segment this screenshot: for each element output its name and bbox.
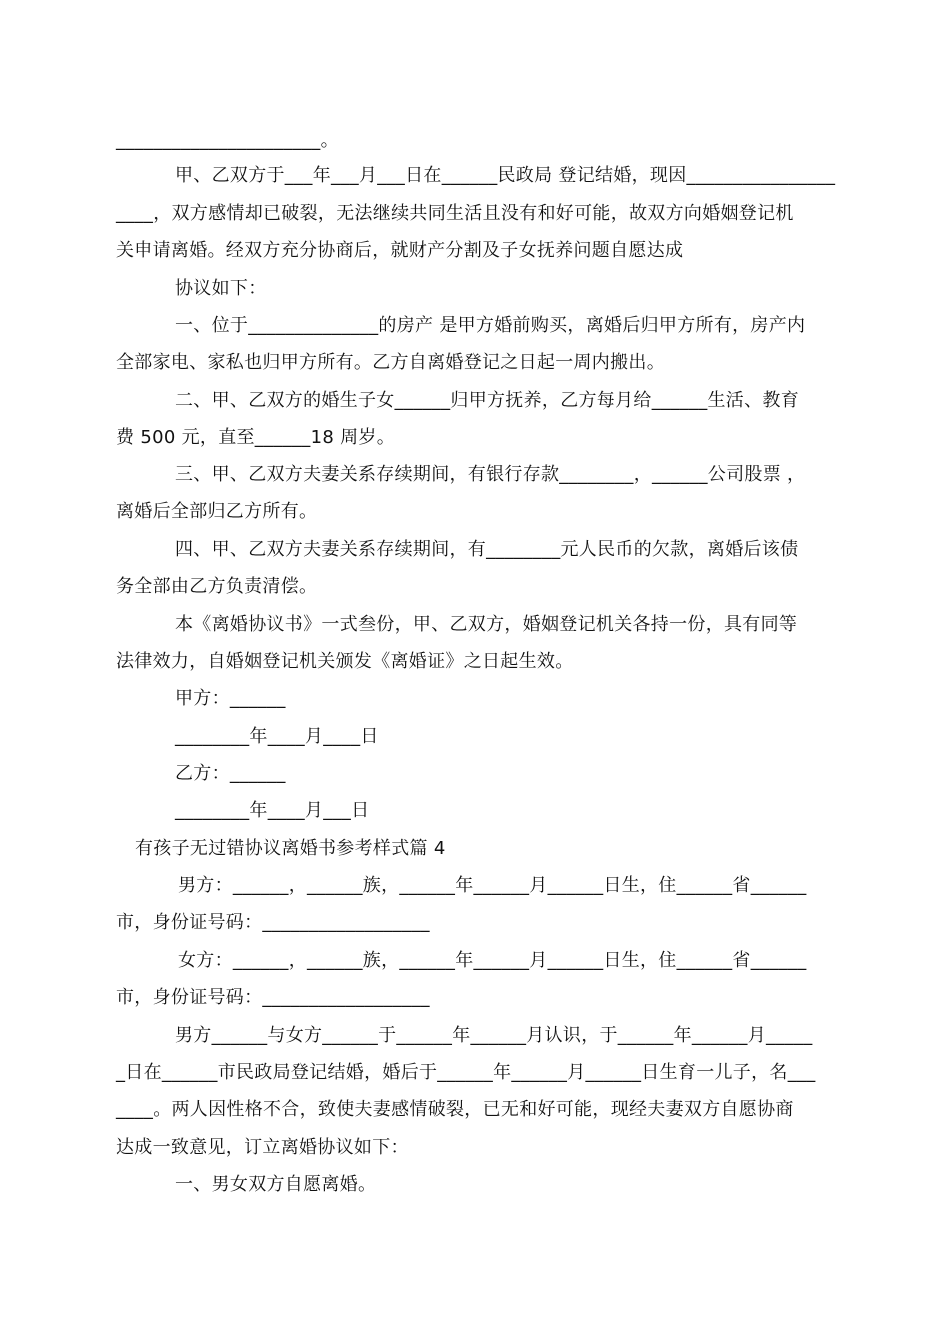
text-line: 甲、乙双方于___年___月___日在______民政局 登记结婚，现因________________ [175,165,836,186]
date-party-b: ________年____月___日 [175,800,370,821]
text-line: _日在______市民政局登记结婚，婚后于______年______月______日生育一儿子，名___ [116,1062,816,1083]
text-line: 市，身份证号码：__________________ [116,987,430,1008]
text-line: 二、甲、乙双方的婚生子女______归甲方抚养，乙方每月给______生活、教育 [175,390,799,411]
text-line: 全部家电、家私也归甲方所有。乙方自离婚登记之日起一周内搬出。 [116,352,665,373]
text-line: ____。两人因性格不合，致使夫妻感情破裂，已无和好可能，现经夫妻双方自愿协商 [116,1099,794,1120]
text-line: 法律效力，自婚姻登记机关颁发《离婚证》之日起生效。 [116,651,574,672]
signature-party-a: 甲方：______ [175,688,286,709]
text-line: 务全部由乙方负责清偿。 [116,576,318,597]
text-line: 市，身份证号码：__________________ [116,912,430,933]
text-line: 关申请离婚。经双方充分协商后，就财产分割及子女抚养问题自愿达成 [116,240,684,261]
text-line: 协议如下： [175,278,267,299]
text-line: 一、男女双方自愿离婚。 [175,1174,377,1195]
text-line: ______________________。 [116,130,339,151]
text-line: 离婚后全部归乙方所有。 [116,501,318,522]
text-line: 女方：______，______族，______年______月______日生，住______省______ [178,950,807,971]
text-line: ____，双方感情却已破裂，无法继续共同生活且没有和好可能，故双方向婚姻登记机 [116,203,794,224]
text-line: 达成一致意见，订立离婚协议如下： [116,1137,409,1158]
section-heading: 有孩子无过错协议离婚书参考样式篇 4 [135,838,446,859]
text-line: 三、甲、乙双方夫妻关系存续期间，有银行存款________，______公司股票 ， [175,464,806,485]
text-line: 四、甲、乙双方夫妻关系存续期间，有________元人民币的欠款，离婚后该债 [175,539,799,560]
text-line: 本《离婚协议书》一式叁份，甲、乙双方，婚姻登记机关各持一份，具有同等 [175,614,798,635]
text-line: 一、位于______________的房产 是甲方婚前购买，离婚后归甲方所有，房产内 [175,315,806,336]
text-line: 费 500 元，直至______18 周岁。 [116,427,396,448]
text-line: 男方：______，______族，______年______月______日生，住______省______ [178,875,807,896]
text-line: 男方______与女方______于______年______月认识，于______年______月_____ [175,1025,813,1046]
date-party-a: ________年____月____日 [175,726,379,747]
signature-party-b: 乙方：______ [175,763,286,784]
